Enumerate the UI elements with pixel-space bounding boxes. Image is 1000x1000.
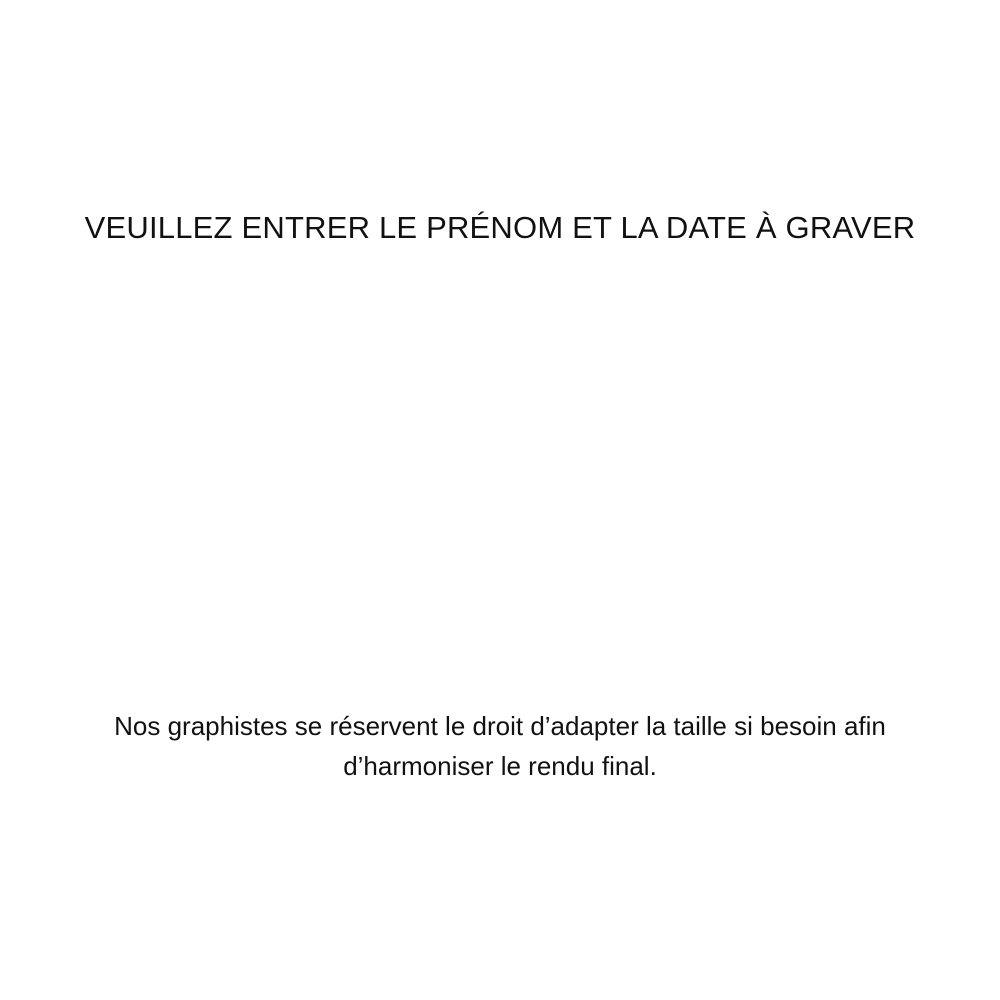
graphics-disclaimer-note: Nos graphistes se réservent le droit d’adapter la taille si besoin afin d’harmoniser le rendu final. <box>114 711 886 781</box>
engraving-heading: VEUILLEZ ENTRER LE PRÉNOM ET LA DATE À GRAVER <box>84 210 916 245</box>
